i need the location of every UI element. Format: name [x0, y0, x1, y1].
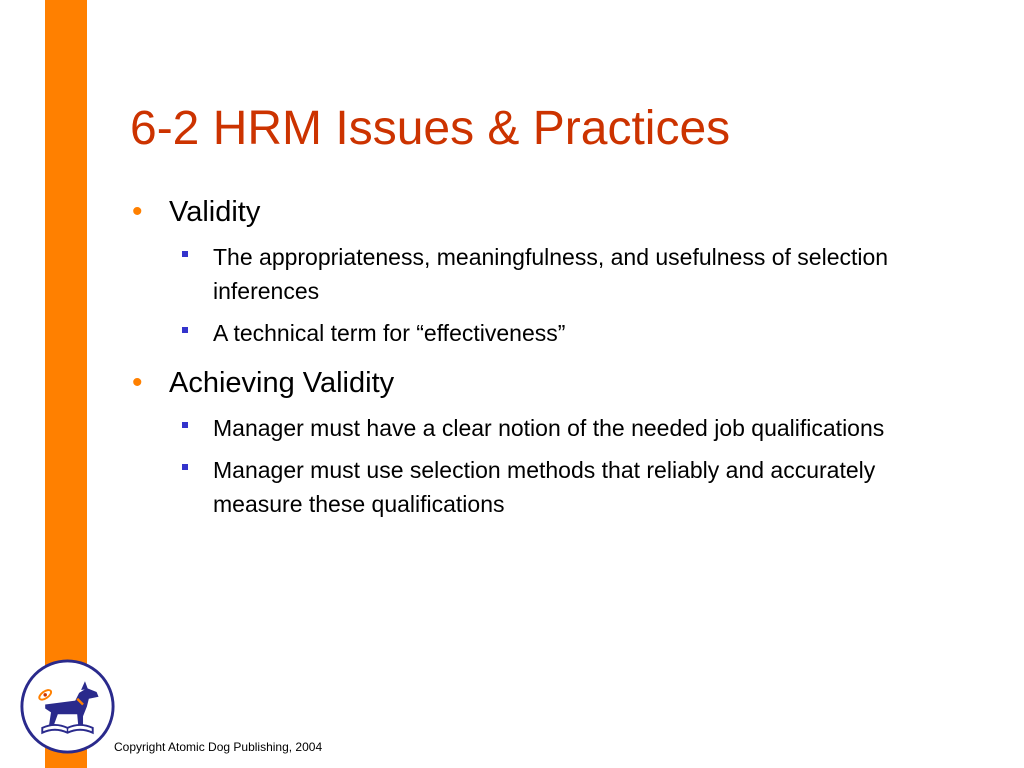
square-bullet-icon [177, 240, 213, 257]
square-bullet-icon [177, 411, 213, 428]
bullet-item [130, 364, 960, 521]
sub-bullet-list [130, 240, 960, 350]
bullet-dot-icon: • [132, 366, 143, 400]
bullet-item [130, 193, 960, 350]
atomic-dog-logo-icon [19, 658, 116, 755]
sub-bullet-item [177, 453, 960, 521]
sub-bullet-item [177, 411, 960, 445]
square-bullet-icon [177, 453, 213, 470]
bullet-dot-icon: • [132, 195, 143, 228]
sub-bullet-text: A technical term for “effectiveness” [213, 320, 566, 347]
sub-bullet-text: The appropriateness, meaningfulness, and usefulness of selection inferences [213, 244, 889, 305]
bullet-list [130, 193, 960, 535]
bullet-text: Validity [169, 196, 261, 228]
copyright-text: Copyright Atomic Dog Publishing, 2004 [114, 740, 323, 754]
bullet-text: Achieving Validity [169, 367, 395, 400]
slide-title: 6-2 HRM Issues & Practices [130, 102, 731, 155]
sub-bullet-text: Manager must use selection methods that reliably and accurately measure these qualifications [213, 457, 876, 518]
sub-bullet-list [130, 411, 960, 521]
sub-bullet-item [177, 316, 960, 350]
sub-bullet-item [177, 240, 960, 308]
orange-side-bar [45, 0, 87, 768]
sub-bullet-text: Manager must have a clear notion of the needed job qualifications [213, 415, 885, 442]
square-bullet-icon [177, 316, 213, 333]
